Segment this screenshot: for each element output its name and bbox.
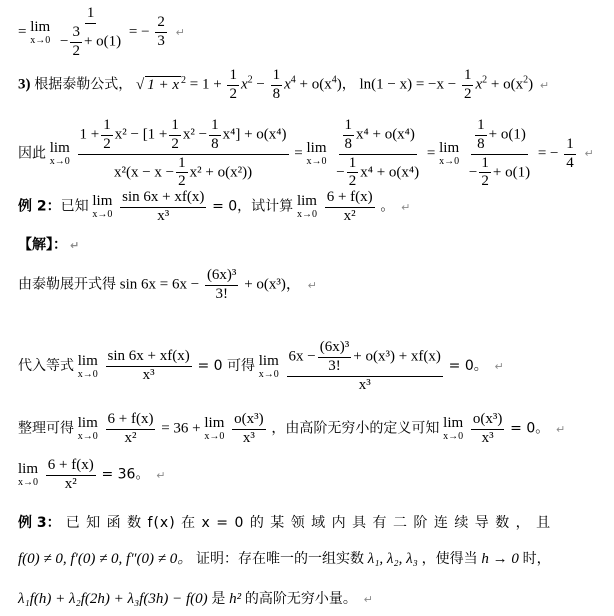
paragraph-mark-icon: ↵ <box>363 593 373 606</box>
limit-operator: lim x→0 <box>306 140 327 167</box>
coef-eighth: $\frac{1}{8}$ <box>272 67 281 102</box>
lambda-combination: λ₁f(h) + λ₂f(2h) + λ₃f(3h) − f(0) <box>18 591 208 607</box>
x-var: x <box>240 76 248 93</box>
line8-simplify <box>18 412 565 447</box>
example-2 <box>18 190 410 225</box>
ln-expansion: ln(1 − x) = −x − <box>359 76 457 93</box>
solution-label: 【解】： ↵ <box>18 237 80 253</box>
target-fraction: $\frac{6 + f(x)}{\text{x²}}$ <box>107 411 154 446</box>
paragraph-mark-icon: ↵ <box>401 200 411 214</box>
limit-operator: lim x→0 <box>18 461 39 489</box>
paragraph-mark-icon: ↵ <box>307 278 317 292</box>
item-label: 3) <box>18 76 31 93</box>
big-fraction-1: 1 + $\frac{1}{2}$ x² − [1 + $\frac{1}{2}$ x² − $\frac{1}{8}$ x⁴] + o(x⁴) x²(x − x − $\frac{1}{2}$ x² + o(x²)) <box>79 117 287 190</box>
sin-expr: sin 6x = 6x − <box>119 276 200 293</box>
equals-zero: = 0。 <box>448 358 488 375</box>
result-fraction: $\frac{1}{4}$ <box>566 135 574 171</box>
expansion-text: 由泰勒展开式得 <box>18 276 116 293</box>
paragraph-mark-icon: ↵ <box>584 147 594 161</box>
limit-operator: lim x→0 <box>77 352 98 380</box>
paragraph-mark-icon: ↵ <box>156 468 166 482</box>
equals-neg: = − <box>128 24 150 41</box>
line1-expression <box>18 6 185 59</box>
fraction: 1 − $\frac{3}{2}$ + o(1) <box>59 5 122 59</box>
target-fraction: $\frac{6 + f(x)}{\text{x²}}$ <box>326 189 373 224</box>
little-o: + o(x <box>490 76 524 93</box>
paragraph-mark-icon: ↵ <box>556 422 566 436</box>
when-text: ，使得当 <box>421 551 478 567</box>
equals: = <box>426 145 436 162</box>
comma: ， <box>341 76 356 93</box>
limit-operator: lim x→0 <box>49 140 70 167</box>
equals-zero-text: = 0，试计算 <box>212 198 294 215</box>
example-label: 例 2： <box>18 198 61 215</box>
coef-half: $\frac{1}{2}$ <box>229 67 237 102</box>
o-fraction-2: $\frac{\text{o(x³)}}{\text{x³}}$ <box>472 411 503 446</box>
example-label: 例 3： <box>18 515 61 531</box>
example-3-text: 已 知 函 数 f(x) 在 x = 0 的 某 领 域 内 具 有 二 阶 连 续 导 数 ， 且 <box>65 515 552 531</box>
h-squared: h² <box>229 591 242 607</box>
line2-taylor: 3) 根据泰勒公式， √ 1 + x $^2$ = 1 + $\frac{1}{2}$ $x^2$ − $\frac{1}{8}$ $x^4 + o(x^4)$， ln(1 − x) = −x − $\frac{1}{2}$ $x^2 + o(x^2)$ ↵ <box>18 67 550 102</box>
limit-operator: lim x→0 <box>258 352 279 380</box>
equals: = <box>294 145 303 162</box>
limit-operator: lim x→0 <box>296 193 317 221</box>
given-fraction: $\frac{\sin 6x + xf(x)}{\text{x³}}$ <box>122 189 205 224</box>
limit-operator: lim x→0 <box>77 415 98 443</box>
x-var: x <box>475 76 483 93</box>
line12-conclusion <box>18 592 373 607</box>
therefore-text: 因此 <box>18 145 46 162</box>
equals-36: = 36。 <box>101 466 150 483</box>
example-3 <box>18 512 598 532</box>
minus: − <box>256 76 265 93</box>
line6-expansion <box>18 268 317 303</box>
little-o: + o(x <box>299 76 332 93</box>
line9-result <box>18 458 165 493</box>
derivative-conditions: f(0) ≠ 0, f′(0) ≠ 0, f″(0) ≠ 0。 <box>18 551 193 567</box>
taylor-eq: = 1 + <box>189 76 222 93</box>
limit-operator: lim x→0 <box>92 193 113 221</box>
o-term: + o(x³)， <box>244 276 301 293</box>
period: 。 <box>380 198 395 215</box>
limit-operator: lim x→0 <box>204 415 225 443</box>
prove-text: 证明：存在唯一的一组实数 <box>195 551 364 567</box>
limit-operator: lim x→0 <box>30 18 51 46</box>
equals-neg: = − <box>537 145 559 162</box>
result-fraction: $\frac{2}{3}$ <box>157 14 165 50</box>
coef-half-2: $\frac{1}{2}$ <box>463 67 472 102</box>
higher-order-text: 的高阶无穷小量。 <box>244 591 357 607</box>
o-fraction: $\frac{\text{o(x³)}}{\text{x³}}$ <box>234 411 264 446</box>
equals-36: = 36 + <box>161 420 201 437</box>
definition-text: ，由高阶无穷小的定义可知 <box>271 420 440 437</box>
big-fraction-2: $\frac{1}{8}$ x⁴ + o(x⁴) − $\frac{1}{2}$ x⁴ + o(x⁴) <box>336 117 420 190</box>
is-text: 是 <box>211 591 226 607</box>
line11-conditions <box>18 552 551 567</box>
time-text: 时， <box>522 551 551 567</box>
paragraph-mark-icon: ↵ <box>175 26 185 40</box>
substitute-text: 代入等式 <box>18 358 74 375</box>
known-text: 已知 <box>60 198 89 215</box>
big-fraction-3: $\frac{1}{8}$ + o(1) − $\frac{1}{2}$ + o(1) <box>468 117 531 190</box>
h-limit: h → 0 <box>481 551 519 567</box>
paragraph-mark-icon: ↵ <box>70 239 80 252</box>
equals-sign: = <box>18 24 27 41</box>
limit-operator: lim x→0 <box>443 415 464 443</box>
cube-fraction: $\frac{\text{(6x)³}}{3!}$ <box>206 267 237 302</box>
line3-therefore <box>18 118 594 190</box>
target-fraction: $\frac{6 + f(x)}{\text{x²}}$ <box>47 457 94 492</box>
paragraph-mark-icon: ↵ <box>494 360 504 374</box>
x-var: x <box>284 76 291 93</box>
line7-substitute <box>18 340 504 393</box>
equals-zero: = 0。 <box>510 420 550 437</box>
close-paren: ) <box>528 76 534 93</box>
limit-operator: lim x→0 <box>439 140 460 167</box>
simplify-text: 整理可得 <box>18 420 74 437</box>
sqrt-expression: √ 1 + x $^2$ <box>136 74 187 93</box>
paragraph-mark-icon: ↵ <box>539 78 550 92</box>
close-paren: ) <box>336 76 342 93</box>
substituted-fraction: 6x − $\frac{\text{(6x)³}}{3!}$ + o(x³) + xf(x) x³ <box>288 339 441 393</box>
yields-text: = 0 可得 <box>197 358 256 375</box>
given-fraction: $\frac{\sin 6x + xf(x)}{\text{x³}}$ <box>107 348 190 384</box>
lambda-vars: λ₁, λ₂, λ₃ <box>367 551 418 567</box>
line2-text: 根据泰勒公式， <box>34 76 133 93</box>
